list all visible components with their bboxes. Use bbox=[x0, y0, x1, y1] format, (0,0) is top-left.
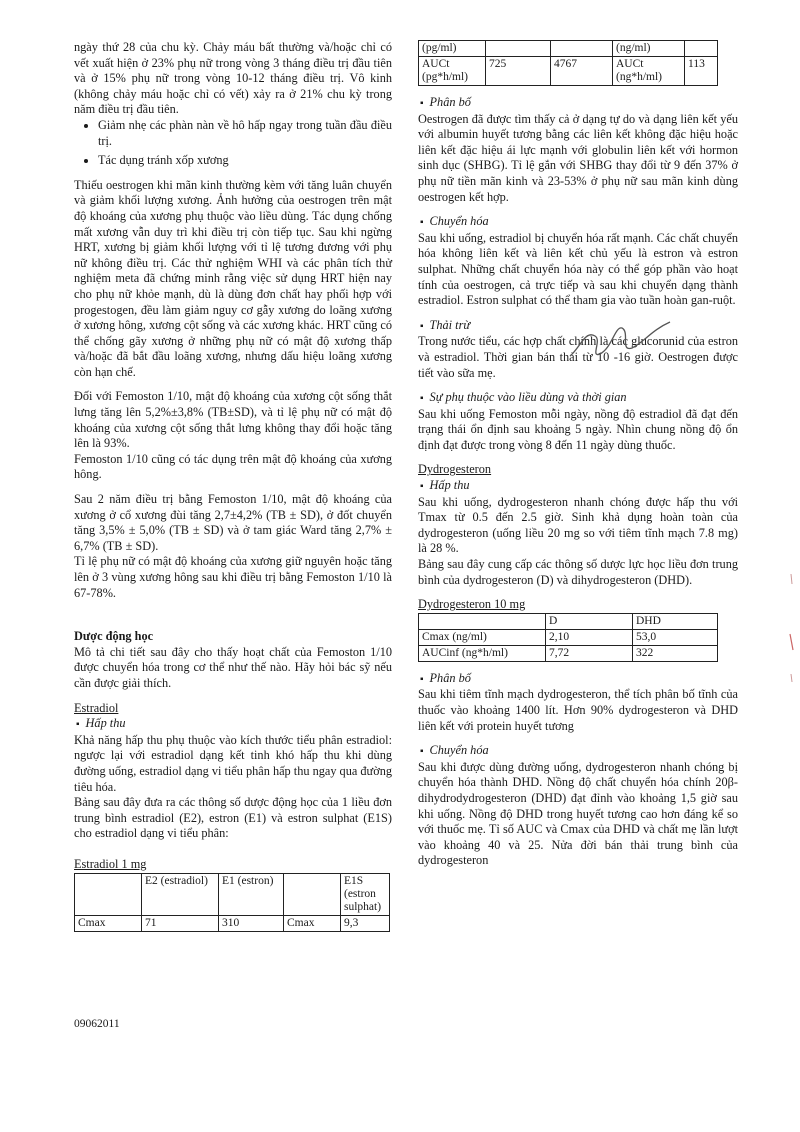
paragraph: Thiếu oestrogen khi mãn kinh thường kèm với tăng luân chuyển và giảm khối lượng xương. Ảnh hưởng của oestrogen trên mật độ khoáng của xương phụ thuộc vào liều dùng. Tác dụng chống mất xương vẫn duy trì khi điều trị còn tiếp tục. Sau khi ngừng HRT, xương bị giảm khối lượng với tỉ lệ tương đương với phụ nữ không điều trị. Các thử nghiệm WHI và các phân tích thử nghiệm meta đã chứng minh rằng việc sử dụng HRT hiện nay cho phụ nữ khỏe mạnh, dù là dùng đơn chất hay phối hợp với progestogen, đều làm giảm nguy cơ gẫy xương do loãng xương ở xương hông, xương cột sống và các xương khác. HRT cũng có thể chống gãy xương ở những phụ nữ có mật độ xương thấp và/hoặc đã bắt đầu loãng xương, nhưng dấu hiệu loãng xương còn hạn chế. bbox=[74, 177, 392, 379]
subheading: ▪ Sự phụ thuộc vào liều dùng và thời gian bbox=[418, 390, 738, 407]
subheading: ▪ Phân bố bbox=[418, 95, 738, 112]
table-row bbox=[419, 645, 718, 661]
section-heading: Dược động học bbox=[74, 629, 154, 644]
bullet-list bbox=[74, 118, 392, 169]
table-cell: 2,10 bbox=[546, 629, 633, 645]
left-column bbox=[74, 40, 392, 932]
list-item: • Giảm nhẹ các phàn nàn về hô hấp ngay trong tuần đầu điều trị. bbox=[98, 118, 392, 149]
table-cell: AUCt (pg*h/ml) bbox=[419, 57, 486, 86]
table-cell: Cmax bbox=[75, 915, 142, 931]
paragraph: Sau khi uống Femoston mỗi ngày, nồng độ estradiol đã đạt đến trạng thái ổn định sau khoảng 5 ngày. Nhìn chung nồng độ ổn định đạt được trong vòng 8 đến 11 ngày dùng thuốc. bbox=[418, 406, 738, 452]
list-item: • Tác dụng tránh xốp xương bbox=[98, 153, 392, 169]
paragraph: Đối với Femoston 1/10, mật độ khoáng của xương cột sống thắt lưng tăng lên 5,2%±3,8% (TB±SD), và tỉ lệ phụ nữ có mật độ khoáng của xương cột sống thắt lưng không thay đổi hoặc tăng lên là 93%. bbox=[74, 389, 392, 451]
paragraph: Bảng sau đây đưa ra các thông số dược động học của 1 liều đơn trung bình estradiol (E2), estron (E1) và estron sulphat (E1S) cho estradiol dạng vi tiểu phân: bbox=[74, 795, 392, 841]
table-cell: DHD bbox=[633, 613, 718, 629]
paragraph: Trong nước tiểu, các hợp chất chính là các glucorunid của estron và estradiol. Thời gian bán thải từ 10 -16 giờ. Oestrogen được tiết vào sữa mẹ. bbox=[418, 334, 738, 380]
paragraph: Khả năng hấp thu phụ thuộc vào kích thước tiểu phân estradiol: ngược lại với estradiol dạng kết tinh khó hấp thu khi dùng đường uống, estradiol dạng vi tiểu phân hấp thu ngay qua đường tiêu hóa. bbox=[74, 732, 392, 794]
subheading: ▪ Hấp thu bbox=[418, 478, 738, 495]
table-row bbox=[419, 613, 718, 629]
dydrogesteron-table bbox=[418, 613, 718, 662]
table-title: Dydrogesteron 10 mg bbox=[418, 597, 526, 612]
table-cell: 4767 bbox=[551, 57, 613, 86]
table-cell: E1 (estron) bbox=[219, 873, 284, 915]
table-row bbox=[419, 629, 718, 645]
paragraph: Sau khi được dùng đường uống, dydrogesteron nhanh chóng bị chuyển hóa thành DHD. Nồng độ chất chuyển hóa chính 20β-dihydrodydrogesteron (DHD) đạt đỉnh vào khoảng 1,5 giờ sau khi uống. Nồng độ DHD trong huyết tương cao hơn đáng kể so với thuốc mẹ. Tỉ số AUC và Cmax của DHD và chất mẹ lần lượt vào khoảng 40 và 25. Nửa đời bán thải trung bình của dydrogesteron bbox=[418, 759, 738, 868]
table-cell: 310 bbox=[219, 915, 284, 931]
table-cell: E2 (estradiol) bbox=[142, 873, 219, 915]
table-cell: 71 bbox=[142, 915, 219, 931]
table-cell: (ng/ml) bbox=[613, 41, 685, 57]
subsection-title: Estradiol bbox=[74, 700, 119, 715]
table-cell: AUCt (ng*h/ml) bbox=[613, 57, 685, 86]
table-cell: 53,0 bbox=[633, 629, 718, 645]
right-column bbox=[418, 40, 738, 869]
table-cell: E1S (estron sulphat) bbox=[341, 873, 390, 915]
table-cell: 9,3 bbox=[341, 915, 390, 931]
table-cell: Cmax (ng/ml) bbox=[419, 629, 546, 645]
signature-mark bbox=[560, 318, 680, 368]
paragraph: Sau 2 năm điều trị bằng Femoston 1/10, mật độ khoáng của xương ở cổ xương đùi tăng 2,7±4,2% (TB ± SD), ở đốt chuyển tăng 3,5% ± 5,0% (TB ± SD) và ở tam giác Ward tăng 2,7% ± 6,7% (TB ± SD). bbox=[74, 492, 392, 553]
estradiol-table-continued bbox=[418, 40, 718, 86]
paragraph: Sau khi uống, estradiol bị chuyển hóa rất mạnh. Các chất chuyển hóa không liên kết và liên kết chủ yếu là estron và estron sulphat. Những chất chuyển hóa này có thể góp phần vào hoạt tính của oestrogen, cả trực tiếp và sau khi chuyển dạng thành estradiol. Estron sulphat có thể tham gia vào tuần hoàn gan-ruột. bbox=[418, 230, 738, 308]
table-cell: 113 bbox=[685, 57, 718, 86]
subheading: ▪ Phân bố bbox=[418, 671, 738, 688]
estradiol-table bbox=[74, 873, 390, 932]
paragraph: Bảng sau đây cung cấp các thông số dược lực học liều đơn trung bình của dydrogesteron (D) và dihydrogesteron (DHD). bbox=[418, 557, 738, 587]
paragraph: Oestrogen đã được tìm thấy cả ở dạng tự do và dạng liên kết yếu với albumin huyết tương bằng các liên kết không đặc hiệu hoặc liên kết đặc hiệu ái lực mạnh với globulin liên kết với hormon sinh dục (SHBG). Tỉ lệ gắn với SHBG thay đổi từ 9 đến 37% ở phụ nữ tiền mãn kinh và 23-53% ở phụ nữ sau mãn kinh dùng oestrogen kết hợp. bbox=[418, 111, 738, 204]
table-title: Estradiol 1 mg bbox=[74, 856, 147, 871]
paragraph: Sau khi uống, dydrogesteron nhanh chóng được hấp thu với Tmax từ 0.5 đến 2.5 giờ. Sinh khả dụng hoàn toàn của dydrogesteron (uống liều 20 mg so với tiêm tĩnh mạch 7.8 mg) là 28 %. bbox=[418, 494, 738, 556]
table-cell: 7,72 bbox=[546, 645, 633, 661]
paragraph: Femoston 1/10 cũng có tác dụng trên mật độ khoáng của xương hông. bbox=[74, 451, 392, 482]
table-cell: (pg/ml) bbox=[419, 41, 486, 57]
paragraph: Tỉ lệ phụ nữ có mật độ khoáng của xương giữ nguyên hoặc tăng lên ở 3 vùng xương hông sau khi điều trị bằng Femoston 1/10 là 67-78%. bbox=[74, 554, 392, 600]
table-row bbox=[75, 915, 390, 931]
table-cell: 725 bbox=[486, 57, 551, 86]
document-code: 09062011 bbox=[74, 1018, 120, 1030]
table-cell: AUCinf (ng*h/ml) bbox=[419, 645, 546, 661]
subheading: ▪ Thải trừ bbox=[418, 318, 738, 335]
table-row bbox=[419, 57, 718, 86]
subsection-title: Dydrogesteron bbox=[418, 462, 492, 477]
subheading: ▪ Hấp thu bbox=[74, 716, 392, 733]
margin-marks bbox=[785, 570, 797, 690]
paragraph: ngày thứ 28 của chu kỳ. Chảy máu bất thường và/hoặc chỉ có vết xuất hiện ở 23% phụ nữ trong vòng 3 tháng điều trị đầu tiên và ở 15% phụ nữ trong vòng 10-12 tháng điều trị. Vô kinh (không chảy máu hoặc chỉ có vết) xảy ra ở 21% chu kỳ trong năm điều trị đầu tiên. bbox=[74, 40, 392, 117]
subheading: ▪ Chuyển hóa bbox=[418, 214, 738, 231]
table-cell: D bbox=[546, 613, 633, 629]
table-row bbox=[75, 873, 390, 915]
table-cell: Cmax bbox=[284, 915, 341, 931]
subheading: ▪ Chuyển hóa bbox=[418, 743, 738, 760]
table-cell: 322 bbox=[633, 645, 718, 661]
paragraph: Mô tả chi tiết sau đây cho thấy hoạt chất của Femoston 1/10 được chuyển hóa trong cơ thể như thế nào. Hãy hỏi bác sỹ nếu cần được giải thích. bbox=[74, 644, 392, 690]
table-row bbox=[419, 41, 718, 57]
paragraph: Sau khi tiêm tĩnh mạch dydrogesteron, thể tích phân bố tĩnh của thuốc vào khoảng 1400 lít. Hơn 90% dydrogesteron và DHD liên kết với protein huyết tương bbox=[418, 687, 738, 733]
